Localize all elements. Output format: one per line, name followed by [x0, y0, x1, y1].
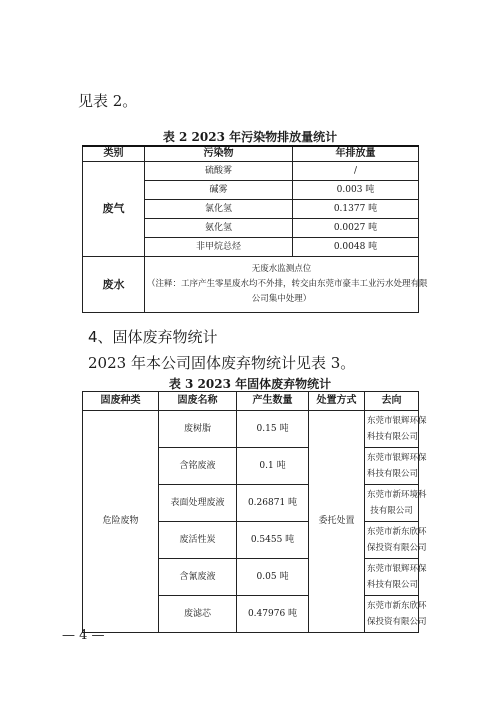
waste-name: 废树脂: [159, 411, 237, 448]
pollutant-name: 碱雾: [145, 181, 293, 200]
section-heading: 4、固体废弃物统计: [88, 328, 218, 346]
intro-line: 见表 2。: [78, 92, 138, 110]
waste-destination: 东莞市银辉环保: [367, 415, 427, 426]
solid-waste-table: [82, 391, 427, 633]
waste-name: 含铭废液: [159, 448, 237, 485]
pollutant-table: [82, 145, 428, 313]
waste-water-note-3: 公司集中处理）: [251, 293, 312, 304]
waste-qty: 0.5455 吨: [237, 522, 309, 559]
pollutant-amount: /: [293, 162, 419, 181]
waste-name: 表面处理废液: [159, 485, 237, 522]
waste-destination: 保投资有限公司: [367, 617, 427, 627]
table2-header-pollutant: 污染物: [145, 146, 293, 162]
waste-qty: 0.05 吨: [237, 559, 309, 596]
waste-category: 危险废物: [83, 411, 159, 633]
table3-caption: 表 3 2023 年固体废弃物统计: [168, 377, 332, 391]
waste-destination: 东莞市银辉环保: [367, 452, 427, 463]
pollutant-name: 硫酸雾: [145, 162, 293, 181]
pollutant-amount: 0.0027 吨: [293, 219, 419, 238]
waste-name: 废滤芯: [159, 596, 237, 633]
pollutant-amount: 0.003 吨: [293, 181, 419, 200]
waste-destination: 科技有限公司: [367, 580, 419, 590]
waste-name: 废活性炭: [159, 522, 237, 559]
page-number: — 4 —: [62, 628, 105, 643]
pollutant-amount: 0.0048 吨: [293, 238, 419, 257]
table3-header-qty: 产生数量: [237, 392, 309, 411]
table3-header-name: 固废名称: [159, 392, 237, 411]
waste-water-note-2: （注释：工序产生零星废水均不外排，转交由东莞市豪丰工业污水处理有限: [147, 279, 428, 290]
waste-water-category: 废水: [83, 257, 145, 313]
waste-qty: 0.15 吨: [237, 411, 309, 448]
pollutant-amount: 0.1377 吨: [293, 200, 419, 219]
disposal-method: 委托处置: [309, 411, 365, 633]
table2-header-amount: 年排放量: [293, 146, 419, 162]
waste-qty: 0.1 吨: [237, 448, 309, 485]
table2-caption: 表 2 2023 年污染物排放量统计: [162, 130, 338, 144]
waste-destination: 科技有限公司: [367, 432, 419, 442]
waste-destination: 东莞市新东欣环: [367, 600, 427, 611]
waste-qty: 0.47976 吨: [237, 596, 309, 633]
table3-header-type: 固废种类: [83, 392, 159, 411]
waste-destination: 保投资有限公司: [367, 543, 427, 553]
pollutant-name: 氯化氢: [145, 200, 293, 219]
waste-destination: 东莞市新东欣环: [367, 526, 427, 537]
waste-destination: 技有限公司: [370, 506, 413, 516]
section-text: 2023 年本公司固体废弃物统计见表 3。: [88, 354, 356, 372]
pollutant-name: 非甲烷总烃: [145, 238, 293, 257]
table3-header-dest: 去向: [365, 392, 419, 411]
waste-gas-category: 废气: [83, 162, 145, 257]
waste-destination: 东莞市银辉环保: [367, 563, 427, 574]
waste-destination: 科技有限公司: [367, 469, 419, 479]
waste-name: 含氰废液: [159, 559, 237, 596]
table2-header-category: 类别: [83, 146, 145, 162]
waste-water-note-1: 无废水监测点位: [251, 264, 312, 275]
table3-header-method: 处置方式: [309, 392, 365, 411]
waste-destination: 东莞市新环境科: [367, 489, 427, 500]
pollutant-name: 氨化氢: [145, 219, 293, 238]
waste-qty: 0.26871 吨: [237, 485, 309, 522]
